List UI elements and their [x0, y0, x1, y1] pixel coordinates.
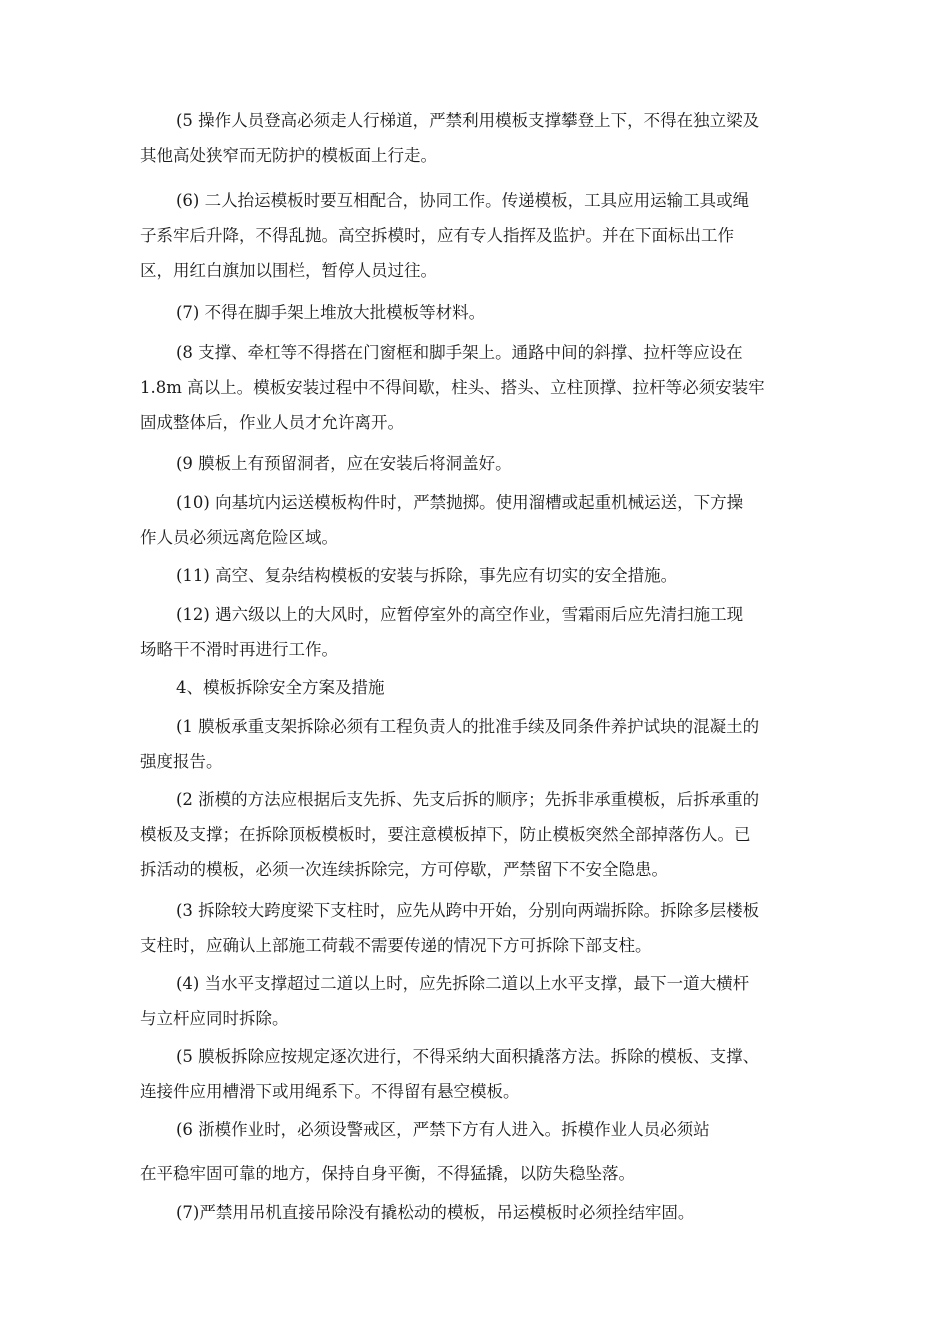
text-line: (6) 二人抬运模板时要互相配合，协同工作。传递模板，工具应用运输工具或绳 [176, 191, 750, 210]
paragraph-removal-3 [140, 893, 820, 963]
paragraph-removal-6 [140, 1112, 820, 1147]
paragraph-8-supports [140, 335, 820, 440]
text-line: (1 膜板承重支架拆除必须有工程负责人的批准手续及同条件养护试块的混凝土的 [176, 717, 760, 736]
text-line: (8 支撑、牵杠等不得搭在门窗框和脚手架上。通路中间的斜撑、拉杆等应设在 [176, 343, 743, 362]
text-line: (6 浙模作业时，必须设警戒区，严禁下方有人进入。拆模作业人员必须站 [176, 1120, 710, 1139]
text-line: 场略干不滑时再进行工作。 [140, 640, 338, 659]
section-heading-formwork-removal [140, 670, 820, 705]
paragraph-12-weather [140, 597, 820, 667]
text-line: 强度报告。 [140, 752, 223, 771]
paragraph-9-holes [140, 446, 820, 481]
text-line: (5 膜板拆除应按规定逐次进行，不得采纳大面积撬落方法。拆除的模板、支撑、 [176, 1047, 760, 1066]
text-line: 1.8m 高以上。模板安装过程中不得间歇，柱头、搭头、立柱顶撑、拉杆等必须安装牢 [140, 378, 765, 397]
text-line: (2 浙模的方法应根据后支先拆、先支后拆的顺序；先拆非承重模板，后拆承重的 [176, 790, 760, 809]
text-line: (11) 高空、复杂结构模板的安装与拆除，事先应有切实的安全措施。 [176, 566, 678, 585]
text-line: 支柱时，应确认上部施工荷载不需要传递的情况下方可拆除下部支柱。 [140, 936, 652, 955]
text-line: 与立杆应同时拆除。 [140, 1009, 289, 1028]
paragraph-10-foundation-pit [140, 485, 820, 555]
text-line: (4) 当水平支撑超过二道以上时，应先拆除二道以上水平支撑，最下一道大横杆 [176, 974, 750, 993]
text-line: (10) 向基坑内运送模板构件时，严禁抛掷。使用溜槽或起重机械运送，下方操 [176, 493, 744, 512]
paragraph-removal-5 [140, 1039, 820, 1109]
text-line: 子系牢后升降，不得乱抛。高空拆模时，应有专人指挥及监护。并在下面标出工作 [140, 226, 734, 245]
paragraph-7-scaffold [140, 295, 820, 330]
paragraph-11-complex-structures [140, 558, 820, 593]
text-line: 作人员必须远离危险区域。 [140, 528, 338, 547]
text-line: (5 操作人员登高必须走人行梯道，严禁利用模板支撑攀登上下，不得在独立梁及 [176, 111, 760, 130]
text-line: 在平稳牢固可靠的地方，保持自身平衡，不得猛撬，以防失稳坠落。 [140, 1164, 635, 1183]
paragraph-5-climbing [140, 103, 820, 173]
text-line: 连接件应用槽滑下或用绳系下。不得留有悬空模板。 [140, 1082, 520, 1101]
paragraph-6-carrying [140, 183, 820, 288]
paragraph-removal-6-continued [140, 1156, 820, 1191]
text-line: (3 拆除较大跨度梁下支柱时，应先从跨中开始，分别向两端拆除。拆除多层楼板 [176, 901, 760, 920]
text-line: 其他高处狭窄而无防护的模板面上行走。 [140, 146, 437, 165]
paragraph-removal-4 [140, 966, 820, 1036]
text-line: 模板及支撑；在拆除顶板模板时，要注意模板掉下，防止模板突然全部掉落伤人。已 [140, 825, 751, 844]
text-line: (12) 遇六级以上的大风时，应暂停室外的高空作业，雪霜雨后应先清扫施工现 [176, 605, 744, 624]
text-line: (7) 不得在脚手架上堆放大批模板等材料。 [176, 303, 486, 322]
text-line: 区，用红白旗加以围栏，暂停人员过往。 [140, 261, 437, 280]
section-heading: 4、模板拆除安全方案及措施 [176, 678, 385, 697]
paragraph-removal-1 [140, 709, 820, 779]
text-line: 拆活动的模板，必须一次连续拆除完，方可停歇，严禁留下不安全隐患。 [140, 860, 668, 879]
text-line: 固成整体后，作业人员才允许离开。 [140, 413, 404, 432]
paragraph-removal-2 [140, 782, 820, 887]
text-line: (7)严禁用吊机直接吊除没有撬松动的模板，吊运模板时必须拴结牢固。 [176, 1203, 695, 1222]
paragraph-removal-7 [140, 1195, 820, 1230]
text-line: (9 膜板上有预留洞者，应在安装后将洞盖好。 [176, 454, 512, 473]
